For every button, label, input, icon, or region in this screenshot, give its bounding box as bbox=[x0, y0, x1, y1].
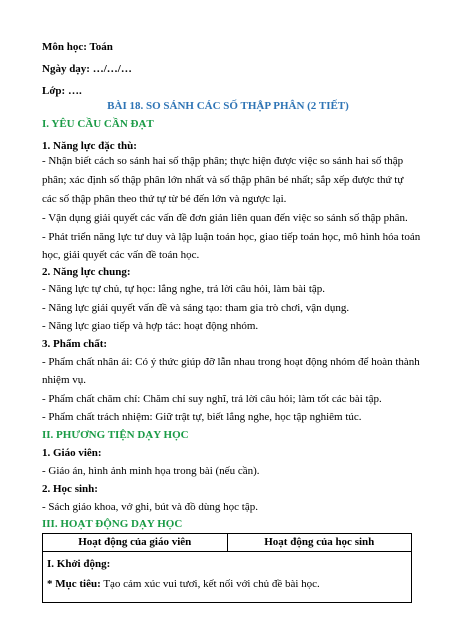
teacher-heading: 1. Giáo viên: bbox=[42, 447, 102, 459]
goal-line bbox=[47, 574, 407, 594]
text-line: - Phẩm chất trách nhiệm: Giữ trật tự, biết lắng nghe, học tập nghiêm túc. bbox=[42, 411, 362, 423]
goal-text: Tạo cảm xúc vui tươi, kết nối với chủ đề bài học. bbox=[100, 578, 320, 590]
section-1-heading: I. YÊU CẦU CẦN ĐẠT bbox=[42, 118, 154, 130]
text-line: các số thập phân theo thứ tự từ bé đến lớn và ngược lại. bbox=[42, 193, 287, 205]
text-line: - Phẩm chất nhân ái: Có ý thức giúp đỡ lẫn nhau trong hoạt động nhóm để hoàn thành bbox=[42, 356, 420, 368]
subject-line: Môn học: Toán bbox=[42, 41, 113, 53]
text-line: - Năng lực giao tiếp và hợp tác: hoạt động nhóm. bbox=[42, 320, 259, 332]
text-line: - Vận dụng giải quyết các vấn đề đơn giản liên quan đến việc so sánh số thập phân. bbox=[42, 212, 408, 224]
teacher-column-header: Hoạt động của giáo viên bbox=[43, 534, 228, 552]
text-line: - Phẩm chất chăm chỉ: Chăm chỉ suy nghĩ, trả lời câu hỏi; làm tốt các bài tập. bbox=[42, 393, 382, 405]
warmup-cell bbox=[43, 552, 412, 603]
table-header-row bbox=[43, 534, 412, 552]
date-line: Ngày dạy: …/…/… bbox=[42, 63, 132, 75]
text-line: học, giải quyết các vấn đề toán học. bbox=[42, 249, 200, 261]
text-line: nhiệm vụ. bbox=[42, 374, 86, 386]
text-line: phân; xác định số thập phân lớn nhất và số thập phân bé nhất; sắp xếp được thứ tự bbox=[42, 174, 404, 186]
section-3-heading: III. HOẠT ĐỘNG DẠY HỌC bbox=[42, 518, 183, 530]
text-line: - Giáo án, hình ảnh minh họa trong bài (nếu cần). bbox=[42, 465, 260, 477]
warmup-heading: I. Khởi động: bbox=[47, 558, 111, 570]
lesson-title: BÀI 18. SO SÁNH CÁC SỐ THẬP PHÂN (2 TIẾT) bbox=[107, 100, 349, 112]
grade-line: Lớp: …. bbox=[42, 85, 82, 97]
text-line: - Phát triển năng lực tư duy và lập luận toán học, giao tiếp toán học, mô hình hóa toán bbox=[42, 231, 421, 243]
subsection-1-heading: 1. Năng lực đặc thù: bbox=[42, 140, 137, 152]
student-column-header: Hoạt động của học sinh bbox=[227, 534, 412, 552]
goal-label: * Mục tiêu: bbox=[47, 578, 101, 590]
student-heading: 2. Học sinh: bbox=[42, 483, 98, 495]
text-line: - Năng lực giải quyết vấn đề và sáng tạo: tham gia trò chơi, vận dụng. bbox=[42, 302, 350, 314]
text-line: - Năng lực tự chủ, tự học: lắng nghe, trả lời câu hỏi, làm bài tập. bbox=[42, 283, 326, 295]
section-2-heading: II. PHƯƠNG TIỆN DẠY HỌC bbox=[42, 429, 189, 441]
activity-table bbox=[42, 533, 412, 603]
table-row bbox=[43, 552, 412, 603]
text-line: - Nhận biết cách so sánh hai số thập phân; thực hiện được việc so sánh hai số thập bbox=[42, 155, 404, 167]
text-line: - Sách giáo khoa, vở ghi, bút và đồ dùng học tập. bbox=[42, 501, 258, 513]
subsection-3-heading: 3. Phẩm chất: bbox=[42, 338, 108, 350]
subsection-2-heading: 2. Năng lực chung: bbox=[42, 266, 131, 278]
